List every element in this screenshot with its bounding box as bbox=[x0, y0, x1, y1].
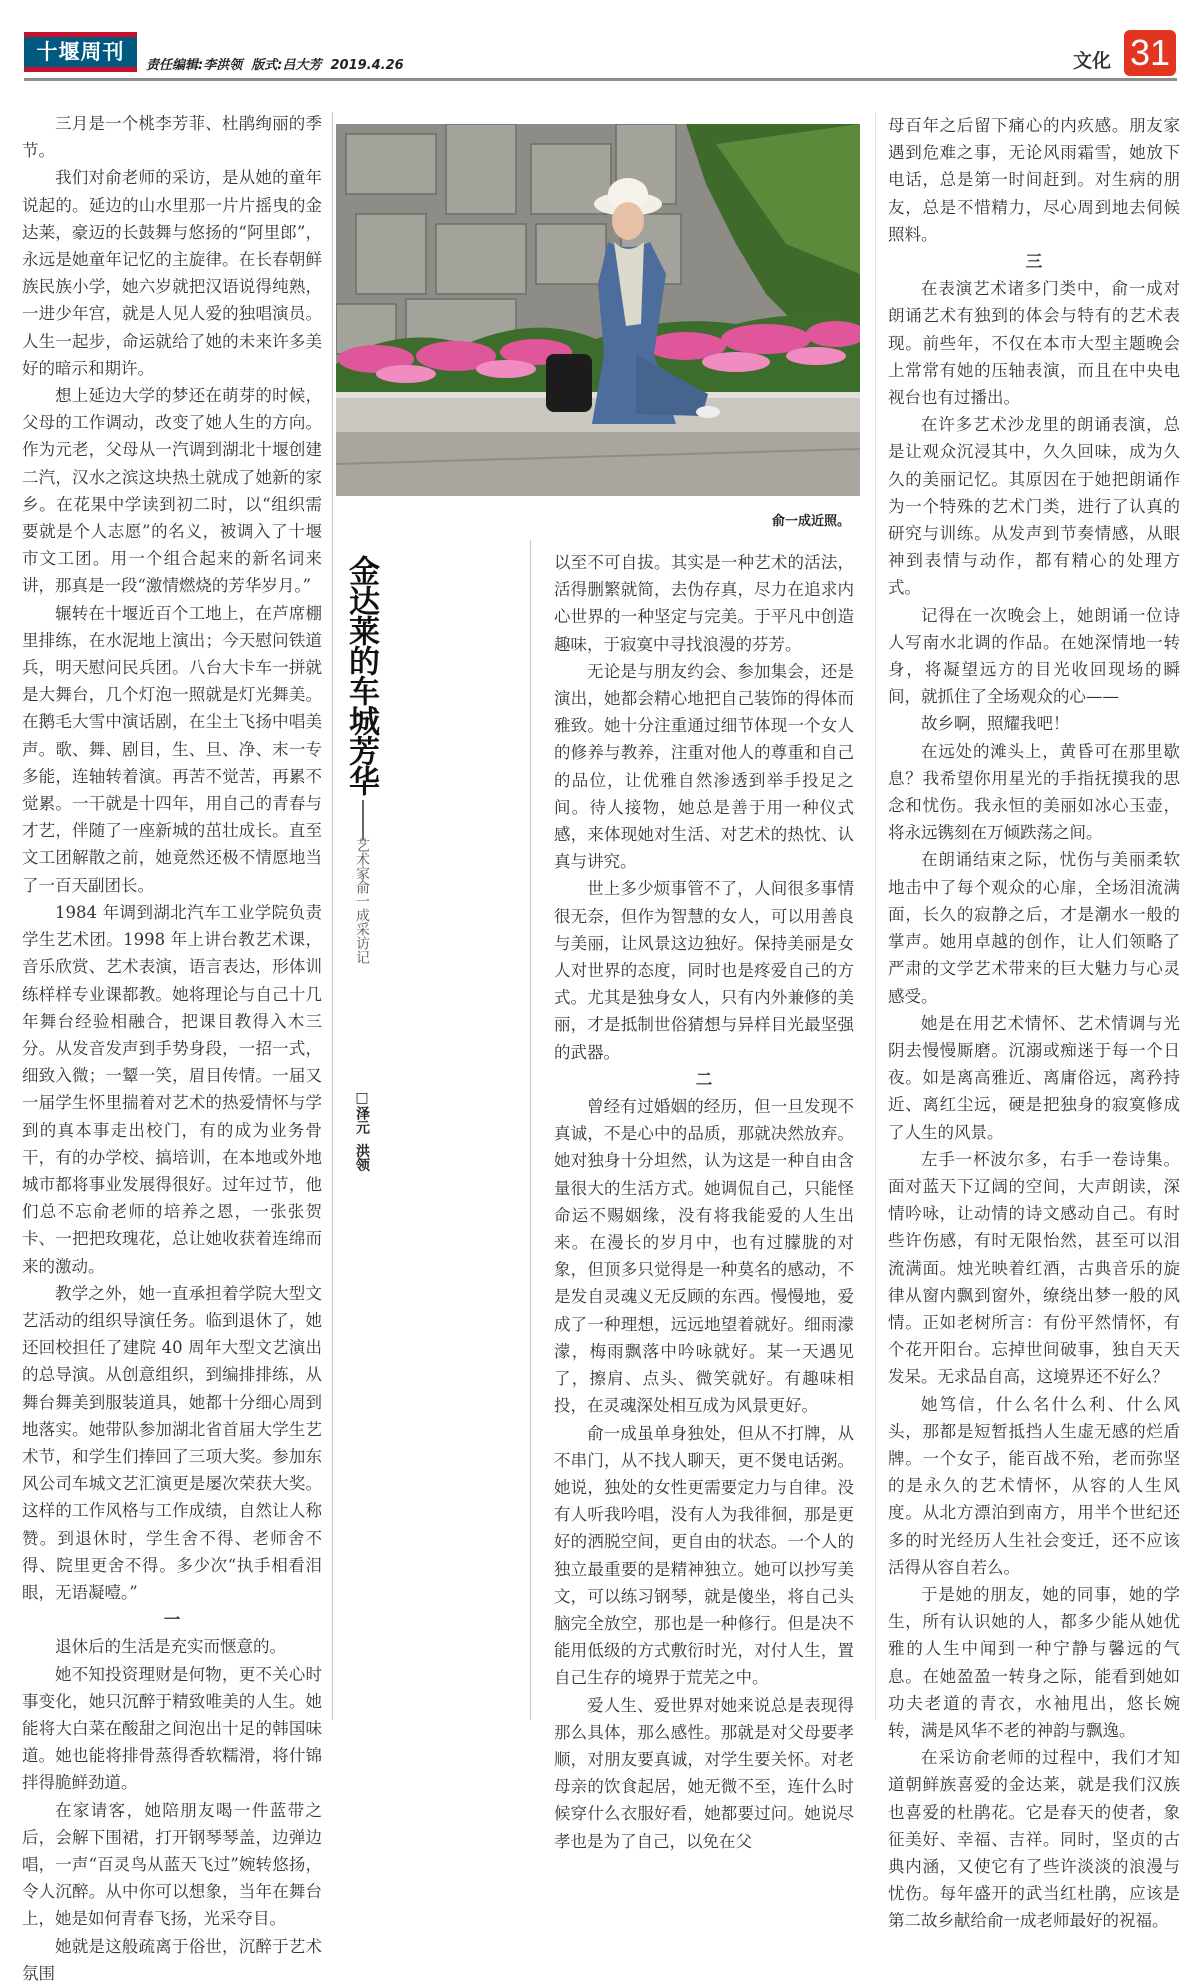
paragraph: 教学之外，她一直承担着学院大型文艺活动的组织导演任务。临到退休了，她还回校担任了建院 40 周年大型文艺演出的总导演。从创意组织，到编排排练，从舞台舞美到服装道具，她都十分细心周到地落实。她带队参加湖北省首届大学生艺术节，和学生们捧回了三项大奖。参加东风公司车城文艺汇演更是屡次荣获大奖。这样的工作风格与工作成绩，自然让人称赞。到退休时，学生舍不得、老师舍不得、院里更舍不得。多少次“执手相看泪眼，无语凝噎。” bbox=[22, 1283, 322, 1602]
paragraph: 她就是这般疏离于俗世，沉醉于艺术氛围 bbox=[22, 1936, 322, 1983]
paragraph: 我们对俞老师的采访，是从她的童年说起的。延边的山水里那一片片摇曳的金达莱，豪迈的长鼓舞与悠扬的“阿里郎”，永远是她童年记忆的主旋律。在长春朝鲜族民族小学，她六岁就把汉语说得纯熟，一进少年宫，就是人见人爱的独唱演员。人生一起步，命运就给了她的未来许多美好的暗示和期许。 bbox=[22, 168, 322, 378]
paragraph: 无论是与朋友约会、参加集会，还是演出，她都会精心地把自己装饰的得体而雅致。她十分注重通过细节体现一个女人的修养与教养，注重对他人的尊重和自己的品位，让优雅自然渗透到举手投足之间。待人接物，她总是善于用一种仪式感，来体现她对生活、对艺术的热忱、认真与讲究。 bbox=[554, 661, 854, 872]
column-divider bbox=[530, 540, 531, 1720]
paragraph: 曾经有过婚姻的经历，但一旦发现不真诚，不是心中的品质，那就决然放弃。她对独身十分坦然，认为这是一种自由含量很大的生活方式。她调侃自己，只能怪命运不赐姻缘，没有将我能爱的人生出来。在漫长的岁月中，也有过朦胧的对象，但顶多只觉得是一种莫名的感动，不是发自灵魂义无反顾的东西。慢慢地，爱成了一种理想，远远地望着就好。细雨濛濛，梅雨飘落中吟咏就好。某一天遇见了，擦肩、点头、微笑就好。有趣味相投，在灵魂深处相互成为风景更好。 bbox=[554, 1097, 854, 1416]
article-byline: □泽元 洪领 bbox=[354, 1090, 370, 1172]
paragraph: 记得在一次晚会上，她朗诵一位诗人写南水北调的作品。在她深情地一转身，将凝望远方的目光收回现场的瞬间，就抓住了全场观众的心—— bbox=[888, 605, 1180, 707]
text-column-1 bbox=[22, 110, 322, 1987]
paragraph: 在采访俞老师的过程中，我们才知道朝鲜族喜爱的金达莱，就是我们汉族也喜爱的杜鹃花。它是春天的使者，象征美好、幸福、吉祥。同时，坚贞的古典内涵，又使它有了些许淡淡的浪漫与忧伤。每年盛开的武当红杜鹃，应该是第二故乡献给俞一成老师最好的祝福。 bbox=[888, 1748, 1180, 1931]
paragraph: 想上延边大学的梦还在萌芽的时候，父母的工作调动，改变了她人生的方向。作为元老，父母从一汽调到湖北十堰创建二汽，汉水之滨这块热土就成了她新的家乡。在花果中学读到初二时，以“组织需要就是个人志愿”的名义，被调入了十堰市文工团。用一个组合起来的新名词来讲，那真是一段“激情燃烧的芳华岁月。” bbox=[22, 386, 322, 596]
photo-caption: 俞一成近照。 bbox=[771, 514, 850, 529]
paragraph: 在家请客，她陪朋友喝一件蓝带之后，会解下围裙，打开钢琴琴盖，边弹边唱，一声“百灵鸟从蓝天飞过”婉转悠扬，令人沉醉。从中你可以想象，当年在舞台上，她是如何青春飞扬，光采夺目。 bbox=[22, 1800, 322, 1929]
paragraph: 故乡啊，照耀我吧！ bbox=[921, 714, 1070, 734]
paragraph: 于是她的朋友，她的同事，她的学生，所有认识她的人，都多少能从她优雅的人生中闻到一种宁静与馨远的气息。在她盈盈一转身之际，能看到她如功夫老道的青衣，水袖甩出，悠长婉转，满是风华不老的神韵与飘逸。 bbox=[888, 1584, 1180, 1740]
paragraph: 她是在用艺术情怀、艺术情调与光阴去慢慢厮磨。沉溺或痴迷于每一个日夜。如是离高雅近、离庸俗远，离矜持近、离红尘远，硬是把独身的寂寞修成了人生的风景。 bbox=[888, 1013, 1180, 1142]
title-dash bbox=[362, 800, 364, 840]
photo-illustration bbox=[336, 124, 860, 496]
column-divider bbox=[332, 112, 333, 1720]
paragraph: 在朗诵结束之际，忧伤与美丽柔软地击中了每个观众的心扉，全场泪流满面，长久的寂静之后，才是潮水一般的掌声。她用卓越的创作，让人们领略了严肃的文学艺术带来的巨大魅力与心灵感受。 bbox=[888, 850, 1180, 1006]
page-number-badge: 31 bbox=[1124, 30, 1176, 76]
section-name: 文化 bbox=[1073, 50, 1112, 72]
paragraph: 在表演艺术诸多门类中，俞一成对朗诵艺术有独到的体会与特有的艺术表现。前些年，不仅在本市大型主题晚会上常常有她的压轴表演，而且在中央电视台也有过播出。 bbox=[888, 279, 1180, 408]
paragraph: 她笃信，什么名什么利、什么风头，那都是短暂抵挡人生虚无感的烂盾牌。一个女子，能百战不殆，老而弥坚的是永久的艺术情怀，从容的人生风度。从北方漂泊到南方，用半个世纪还多的时光经历人生社会变迁，还不应该活得从容自若么。 bbox=[888, 1394, 1180, 1577]
section-heading: 三 bbox=[1025, 252, 1043, 272]
paragraph: 爱人生、爱世界对她来说总是表现得那么具体，那么感性。那就是对父母要孝顺，对朋友要真诚，对学生要关怀。对老母亲的饮食起居，她无微不至，连什么时候穿什么衣服好看，她都要过问。她说尽孝也是为了自己，以免在父 bbox=[554, 1695, 854, 1851]
masthead-logo: 十堰周刊 bbox=[24, 32, 137, 72]
paragraph: 在远处的滩头上，黄昏可在那里歇息？我希望你用星光的手指抚摸我的思念和忧伤。我永恒的美丽如冰心玉壶，将永远镌刻在万倾跌荡之间。 bbox=[888, 741, 1180, 843]
section-heading: 二 bbox=[695, 1069, 713, 1089]
article-subtitle: 艺术家俞一成采访记 bbox=[354, 838, 370, 964]
portrait-photo bbox=[336, 124, 860, 496]
paragraph: 三月是一个桃李芳菲、杜鹃绚丽的季节。 bbox=[22, 114, 322, 161]
header-divider bbox=[24, 78, 1177, 81]
paragraph: 以至不可自拔。其实是一种艺术的活法，活得删繁就简，去伪存真，尽力在追求内心世界的一种坚定与完美。于平凡中创造趣味，于寂寞中寻找浪漫的芬芳。 bbox=[554, 553, 854, 654]
paragraph: 俞一成虽单身独处，但从不打牌，从不串门，从不找人聊天，更不煲电话粥。她说，独处的女性更需要定力与自律。没有人听我吟唱，没有人为我徘徊，那是更好的洒脱空间，更自由的状态。一个人的独立最重要的是精神独立。她可以抄写美文，可以练习钢琴，就是傻坐，将自己头脑完全放空，那也是一种修行。但是决不能用低级的方式敷衍时光，对付人生，置自己生存的境界于荒芜之中。 bbox=[554, 1423, 854, 1688]
text-column-3 bbox=[888, 112, 1180, 1935]
paragraph: 她不知投资理财是何物，更不关心时事变化，她只沉醉于精致唯美的人生。她能将大白菜在酸甜之间泡出十足的韩国味道。她也能将排骨蒸得香软糯滑，将什锦拌得脆鲜劲道。 bbox=[22, 1664, 322, 1793]
section-heading: 一 bbox=[163, 1610, 181, 1630]
paragraph: 退休后的生活是充实而惬意的。 bbox=[55, 1637, 286, 1657]
paragraph: 辗转在十堰近百个工地上，在芦席棚里排练，在水泥地上演出；今天慰问铁道兵，明天慰问民兵团。八台大卡车一拼就是大舞台，几个灯泡一照就是灯光舞美。在鹅毛大雪中演话剧，在尘土飞扬中唱美声。歌、舞、剧目，生、旦、净、末一专多能，连轴转着演。再苦不觉苦，再累不觉累。一干就是十四年，用自己的青春与才艺，伴随了一座新城的茁壮成长。直至文工团解散之前，她竟然还极不情愿地当了一百天副团长。 bbox=[22, 603, 322, 895]
article-title: 金达莱的车城芳华 bbox=[343, 555, 379, 795]
text-column-2 bbox=[554, 549, 854, 1855]
column-divider bbox=[875, 112, 876, 1720]
paragraph: 母百年之后留下痛心的内疚感。朋友家遇到危难之事，无论风雨霜雪，她放下电话，总是第一时间赶到。对生病的朋友，总是不惜精力，尽心周到地去伺候照料。 bbox=[888, 116, 1180, 244]
paragraph: 左手一杯波尔多，右手一卷诗集。面对蓝天下辽阔的空间，大声朗读，深情吟咏，让动情的诗文感动自己。有时些许伤感，有时无限怡然，甚至可以泪流满面。烛光映着红酒，古典音乐的旋律从窗内飘到窗外，缭绕出梦一般的风情。正如老树所言：有份平然情怀，有个花开阳台。忘掉世间破事，独自天天发呆。无求品自高，这境界还不好么？ bbox=[888, 1149, 1180, 1387]
editor-credits: 责任编辑:李洪领 版式:吕大芳 2019.4.26 bbox=[146, 58, 404, 73]
paragraph: 在许多艺术沙龙里的朗诵表演，总是让观众沉浸其中，久久回味，成为久久的美丽记忆。其原因在于她把朗诵作为一个特殊的艺术门类，进行了认真的研究与训练。从发声到节奏情感，从眼神到表情与动作，都有精心的处理方式。 bbox=[888, 415, 1180, 598]
paragraph: 世上多少烦事管不了，人间很多事情很无奈，但作为智慧的女人，可以用善良与美丽，让风景这边独好。保持美丽是女人对世界的态度，同时也是疼爱自己的方式。尤其是独身女人，只有内外兼修的美丽，才是抵制世俗猜想与异样目光最坚强的武器。 bbox=[554, 879, 854, 1062]
paragraph: 1984 年调到湖北汽车工业学院负责学生艺术团。1998 年上讲台教艺术课，音乐欣赏、艺术表演，语言表达，形体训练样样专业课都教。她将理论与自己十几年舞台经验相融合，把课目教得入木三分。从发音发声到手势身段，一招一式，细致入微；一颦一笑，眉目传情。一届又一届学生怀里揣着对艺术的热爱情怀与学到的真本事走出校门，有的成为业务骨干，有的办学校、搞培训，在本地或外地城市都将事业发展得很好。过年过节，他们总不忘俞老师的培养之恩，一张张贺卡、一把把玫瑰花，总让她收获着连绵而来的激动。 bbox=[22, 902, 322, 1276]
